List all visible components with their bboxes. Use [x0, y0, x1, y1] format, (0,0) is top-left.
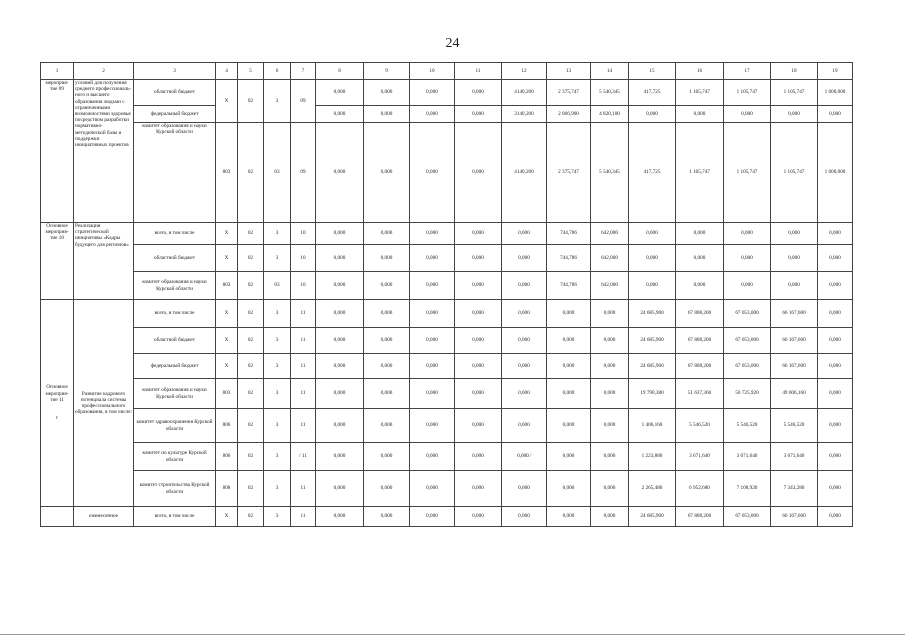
table-cell: 0,000 [676, 106, 724, 123]
table-cell: 417,725 [629, 123, 676, 223]
table-cell: 803 [216, 379, 238, 409]
table-cell: 0,000 [455, 409, 502, 443]
table-cell: 0,000 [818, 106, 853, 123]
table-cell: 642,000 [591, 245, 629, 272]
table-cell: 0,000 [410, 354, 455, 379]
table-cell: 0,000 [724, 245, 771, 272]
table-cell: 0,000 [502, 223, 547, 245]
table-cell: 0,000 [455, 80, 502, 106]
table-cell: 3 [264, 507, 291, 527]
table-row [41, 443, 853, 471]
table-cell: 67 808,200 [676, 507, 724, 527]
header-cell: 12 [502, 63, 547, 80]
table-cell: 0,000 [316, 507, 364, 527]
table-cell: 0,000 [629, 223, 676, 245]
table-cell: Х [216, 328, 238, 354]
table-row [41, 409, 853, 443]
table-cell: 03 [264, 123, 291, 223]
table-cell: 0,000 [364, 272, 410, 300]
table-cell: 11 [291, 328, 316, 354]
table-cell: 09 [291, 80, 316, 123]
table-cell: 02 [238, 379, 264, 409]
table-row [41, 379, 853, 409]
table-cell: 0,000 [410, 80, 455, 106]
table-cell: 0,000 [591, 379, 629, 409]
table-cell: 1 105,747 [724, 123, 771, 223]
table-cell: 0,000 [455, 354, 502, 379]
table-cell: 0,000 [591, 328, 629, 354]
table-cell: 3140,200 [502, 106, 547, 123]
header-cell: 16 [676, 63, 724, 80]
table-cell: 5 540,345 [591, 123, 629, 223]
table-cell: Х [216, 80, 238, 123]
table-cell: 744,786 [547, 272, 591, 300]
table-cell: 3 [264, 223, 291, 245]
table-cell: 0,000 [410, 123, 455, 223]
header-cell: 18 [771, 63, 818, 80]
table-row [41, 245, 853, 272]
header-cell: 14 [591, 63, 629, 80]
table-cell: 744,786 [547, 223, 591, 245]
table-cell [41, 507, 74, 527]
table-cell: комитет образования и науки Курской области [134, 272, 216, 300]
table-cell: Х [216, 300, 238, 328]
table-cell: 67 053,000 [724, 300, 771, 328]
table-cell: 0,000 [316, 80, 364, 106]
table-row [41, 272, 853, 300]
table-cell: 0,000 [364, 80, 410, 106]
table-cell: 0,000 [455, 245, 502, 272]
table-cell: 0,000 [502, 409, 547, 443]
table-cell: 642,000 [591, 223, 629, 245]
table-cell: 0,000 [771, 245, 818, 272]
table-cell: 3 [264, 80, 291, 123]
header-cell: 7 [291, 63, 316, 80]
table-cell: 0,000 [316, 354, 364, 379]
table-cell: 803 [216, 123, 238, 223]
table-row [41, 354, 853, 379]
table-cell: 5 546,520 [724, 409, 771, 443]
table-row [41, 80, 853, 106]
table-cell: 11 [291, 471, 316, 507]
table-cell: 0,000 [455, 223, 502, 245]
table-cell: 642,000 [591, 272, 629, 300]
table-cell: 02 [238, 300, 264, 328]
table-cell: 0,000 [591, 409, 629, 443]
table-cell: всего, в том числе [134, 223, 216, 245]
table-cell: 6 952,680 [676, 471, 724, 507]
table-cell: 0,000 [364, 123, 410, 223]
table-cell: 0,000 [316, 409, 364, 443]
table-cell: 0,000 [591, 354, 629, 379]
table-cell: 10 [291, 223, 316, 245]
table-cell: областной бюджет [134, 245, 216, 272]
table-cell: 0,000 [316, 245, 364, 272]
table-cell: 2 066,900 [547, 106, 591, 123]
table-cell: 0,000 [629, 245, 676, 272]
measure-description-cell: Развитие кадрового потенциала системы профессионального образования, в том числе: [74, 300, 134, 507]
table-cell: 3 [264, 245, 291, 272]
table-cell: 417,725 [629, 80, 676, 106]
table-row [41, 106, 853, 123]
table-cell: 0,000 [364, 507, 410, 527]
table-cell: 3 671,640 [724, 443, 771, 471]
table-cell: 0,000 [818, 223, 853, 245]
table-cell: 2 375,747 [547, 123, 591, 223]
table-cell: 2 375,747 [547, 80, 591, 106]
table-cell: 0,000 [316, 223, 364, 245]
header-cell: 1 [41, 63, 74, 80]
table-cell: 0,000 [316, 123, 364, 223]
header-cell: 13 [547, 63, 591, 80]
table-cell: 67 808,200 [676, 300, 724, 328]
header-row [41, 63, 853, 80]
table-cell: 0,000 [591, 507, 629, 527]
table-cell: всего, в том числе [134, 300, 216, 328]
table-cell: 5 546,520 [771, 409, 818, 443]
table-cell: 0,000 [364, 328, 410, 354]
table-cell: 0,000 [547, 354, 591, 379]
table-cell: 66 167,600 [771, 328, 818, 354]
header-cell: 2 [74, 63, 134, 80]
table-cell: 3 671,640 [771, 443, 818, 471]
table-cell: 0,000 [455, 379, 502, 409]
table-cell: 1 000,000 [818, 80, 853, 106]
table-cell: 02 [238, 471, 264, 507]
table-cell: 0,000 [410, 471, 455, 507]
table-cell: 0,000 [410, 106, 455, 123]
table-cell: 0,000 [771, 272, 818, 300]
table-cell: 0,000 [316, 471, 364, 507]
table-cell: 0,000 [818, 354, 853, 379]
table-cell: 0,000 [547, 507, 591, 527]
table-cell: 24 685,900 [629, 507, 676, 527]
table-cell: 806 [216, 409, 238, 443]
table-cell: 0,000 [818, 328, 853, 354]
table-cell: 11 [291, 409, 316, 443]
table-cell: 0,000 [364, 443, 410, 471]
table-cell: 24 685,900 [629, 328, 676, 354]
table-cell: 0,000 [818, 507, 853, 527]
table-cell: 51 637,360 [676, 379, 724, 409]
table-cell: 67 053,000 [724, 354, 771, 379]
table-cell: областной бюджет [134, 80, 216, 106]
table-cell: 0,000 [591, 300, 629, 328]
table-cell: 02 [238, 354, 264, 379]
table-cell: 0,000 [547, 471, 591, 507]
table-cell: 0,000 [455, 123, 502, 223]
header-cell: 8 [316, 63, 364, 80]
table-cell: 67 808,200 [676, 328, 724, 354]
table-cell: 0,000 [364, 409, 410, 443]
table-cell: 1 000,000 [818, 123, 853, 223]
table-cell: 0,000 [818, 409, 853, 443]
table-cell: 02 [238, 80, 264, 123]
measure-description-cell: условий для получения среднего профессиональ-ного и высшего образования людьми с ограниченными возможностями здоровья посредством разработки нормативно-методической базы и поддержки инициативных проектов [74, 80, 134, 223]
table-cell: Х [216, 223, 238, 245]
measure-label-cell [41, 300, 74, 507]
table-cell: 0,000 [629, 272, 676, 300]
table-cell: 0,000 [818, 471, 853, 507]
table-cell: 0,000 [502, 507, 547, 527]
table-cell: 1 223,880 [629, 443, 676, 471]
table-cell: Х [216, 245, 238, 272]
table-cell: 0,000 [455, 443, 502, 471]
table-cell: 744,786 [547, 245, 591, 272]
table-cell: 02 [238, 409, 264, 443]
table-cell: 0,000 [316, 106, 364, 123]
table-cell: 67 053,000 [724, 328, 771, 354]
table-cell: 0,000 [364, 300, 410, 328]
table-cell: Х [216, 354, 238, 379]
table-cell: комитет здравоохранения Курской области [134, 409, 216, 443]
table-cell: 0,000 [316, 379, 364, 409]
table-cell: 0,000 ⁄ [502, 443, 547, 471]
table-cell: 0,000 [316, 272, 364, 300]
table-cell: 0,000 [547, 328, 591, 354]
table-cell: 66 167,600 [771, 507, 818, 527]
table-cell: комитет по культуре Курской области [134, 443, 216, 471]
table-cell: 3 [264, 300, 291, 328]
header-cell: 17 [724, 63, 771, 80]
table-cell: 2 265,480 [629, 471, 676, 507]
table-cell: 0,000 [316, 300, 364, 328]
table-cell: 0,000 [547, 443, 591, 471]
table-cell: 10 [291, 272, 316, 300]
table-cell: 10 [291, 245, 316, 272]
table-cell: 808 [216, 471, 238, 507]
table-cell: 0,000 [547, 409, 591, 443]
table-cell: 1 105,747 [771, 80, 818, 106]
table-cell: 0,000 [629, 106, 676, 123]
table-cell: 4140,200 [502, 123, 547, 223]
table-cell: 0,000 [502, 354, 547, 379]
page-number: 24 [445, 36, 460, 51]
table-cell: 09 [291, 123, 316, 223]
table-row [41, 328, 853, 354]
table-cell: 1 105,747 [676, 123, 724, 223]
table-cell: 02 [238, 443, 264, 471]
header-cell: 5 [238, 63, 264, 80]
table-cell: 0,000 [410, 409, 455, 443]
table-cell: 3 [264, 354, 291, 379]
table-cell: 3 [264, 471, 291, 507]
header-cell: 9 [364, 63, 410, 80]
table-cell: 02 [238, 245, 264, 272]
table-cell: 0,000 [410, 272, 455, 300]
table-cell: 0,000 [771, 106, 818, 123]
table-cell: 11 [291, 379, 316, 409]
table-cell: 0,000 [364, 471, 410, 507]
scan-mark: г [55, 415, 59, 422]
header-cell: 19 [818, 63, 853, 80]
table-cell: 0,000 [364, 354, 410, 379]
table-cell: 0,000 [771, 223, 818, 245]
table-cell: 0,000 [455, 328, 502, 354]
measure-label-text: Основное мероприя-тие 11 [45, 384, 69, 403]
budget-table [40, 62, 853, 527]
table-cell: 3 671,640 [676, 443, 724, 471]
table-cell: 50 725,920 [724, 379, 771, 409]
table-cell: 1 105,747 [771, 123, 818, 223]
measure-label-cell: Основное мероприя-тие 10 [41, 223, 74, 300]
header-cell: 4 [216, 63, 238, 80]
table-cell: 11 [291, 507, 316, 527]
table-cell: 0,000 [410, 300, 455, 328]
table-cell: 3 [264, 443, 291, 471]
table-cell: 0,000 [676, 272, 724, 300]
table-cell: 0,000 [547, 300, 591, 328]
table-cell: 0,000 [591, 471, 629, 507]
table-row [41, 223, 853, 245]
table-cell: 0,000 [410, 443, 455, 471]
table-cell: Х [216, 507, 238, 527]
table-cell: 0,000 [410, 245, 455, 272]
measure-label-cell: мероприя-тие 09 [41, 80, 74, 223]
table-cell: 24 685,900 [629, 300, 676, 328]
table-cell: комитет строительства Курской области [134, 471, 216, 507]
table-cell: 1 406,160 [629, 409, 676, 443]
table-row [41, 300, 853, 328]
table-cell: 03 [264, 272, 291, 300]
table-cell: областной бюджет [134, 328, 216, 354]
header-cell: 6 [264, 63, 291, 80]
table-cell: 0,000 [818, 272, 853, 300]
table-cell: 803 [216, 272, 238, 300]
table-row [41, 471, 853, 507]
table-cell: 0,000 [364, 223, 410, 245]
table-cell: 02 [238, 507, 264, 527]
table-cell: 0,000 [455, 300, 502, 328]
table-cell: 0,000 [591, 443, 629, 471]
table-cell: 3 [264, 328, 291, 354]
table-cell: федеральный бюджет [134, 354, 216, 379]
table-cell: 3 [264, 379, 291, 409]
table-cell: 0,000 [676, 245, 724, 272]
table-cell: 0,000 [455, 471, 502, 507]
table-cell: 0,000 [455, 272, 502, 300]
table-cell: 0,000 [316, 328, 364, 354]
table-cell: 11 [291, 354, 316, 379]
table-cell: 5 546,520 [676, 409, 724, 443]
table-cell: 0,000 [818, 300, 853, 328]
table-cell: 0,000 [410, 379, 455, 409]
table-cell: 0,000 [818, 245, 853, 272]
table-row [41, 123, 853, 223]
header-cell: 11 [455, 63, 502, 80]
table-cell: 0,000 [364, 379, 410, 409]
table-cell: 4140,200 [502, 80, 547, 106]
table-cell: 19 790,380 [629, 379, 676, 409]
table-cell: 0,000 [364, 106, 410, 123]
table-cell: 0,000 [410, 328, 455, 354]
table-cell: 0,000 [410, 507, 455, 527]
table-cell: 0,000 [502, 379, 547, 409]
table-cell: 0,000 [410, 223, 455, 245]
table-cell: 0,000 [724, 272, 771, 300]
table-cell: 02 [238, 272, 264, 300]
table-cell: 66 167,600 [771, 300, 818, 328]
table-cell: комитет образования и науки Курской области [134, 379, 216, 409]
table-cell: 67 808,200 [676, 354, 724, 379]
table-cell: ежемесячное [74, 507, 134, 527]
measure-description-cell: Реализация стратегической инициативы «Кадры будущего для регионов» [74, 223, 134, 300]
table-cell: 7 343,280 [771, 471, 818, 507]
table-cell: 0,000 [724, 106, 771, 123]
table-cell: 49 606,160 [771, 379, 818, 409]
table-cell: 4 820,100 [591, 106, 629, 123]
table-cell: 0,000 [455, 106, 502, 123]
scan-edge-line [0, 634, 905, 635]
table-cell: всего, в том числе [134, 507, 216, 527]
table-cell: 0,000 [502, 272, 547, 300]
table-cell: 67 053,000 [724, 507, 771, 527]
table-cell: 0,000 [502, 328, 547, 354]
table-cell: 0,000 [455, 507, 502, 527]
table-cell: 0,000 [502, 471, 547, 507]
table-cell: 1 105,747 [676, 80, 724, 106]
table-cell: 0,000 [502, 300, 547, 328]
table-cell: 02 [238, 328, 264, 354]
table-cell: комитет образования и науки Курской области [134, 123, 216, 223]
table-row [41, 507, 853, 527]
table-cell: 0,000 [724, 223, 771, 245]
table-cell: 3 [264, 409, 291, 443]
table-cell: 0,000 [316, 443, 364, 471]
table-cell: / 11 [291, 443, 316, 471]
table-cell: 02 [238, 223, 264, 245]
table-cell: 02 [238, 123, 264, 223]
table-cell: 0,000 [364, 245, 410, 272]
table-cell: 1 105,747 [724, 80, 771, 106]
header-cell: 15 [629, 63, 676, 80]
table-cell: 0,000 [502, 245, 547, 272]
table-cell: федеральный бюджет [134, 106, 216, 123]
table-cell: 0,000 [818, 443, 853, 471]
table-cell: 11 [291, 300, 316, 328]
table-cell: 806 [216, 443, 238, 471]
table-cell: 7 108,920 [724, 471, 771, 507]
table-cell: 0,000 [547, 379, 591, 409]
table-cell: 0,000 [818, 379, 853, 409]
table-cell: 66 167,600 [771, 354, 818, 379]
table-cell: 0,000 [676, 223, 724, 245]
table-cell: 5 540,345 [591, 80, 629, 106]
header-cell: 10 [410, 63, 455, 80]
header-cell: 3 [134, 63, 216, 80]
table-cell: 24 685,900 [629, 354, 676, 379]
